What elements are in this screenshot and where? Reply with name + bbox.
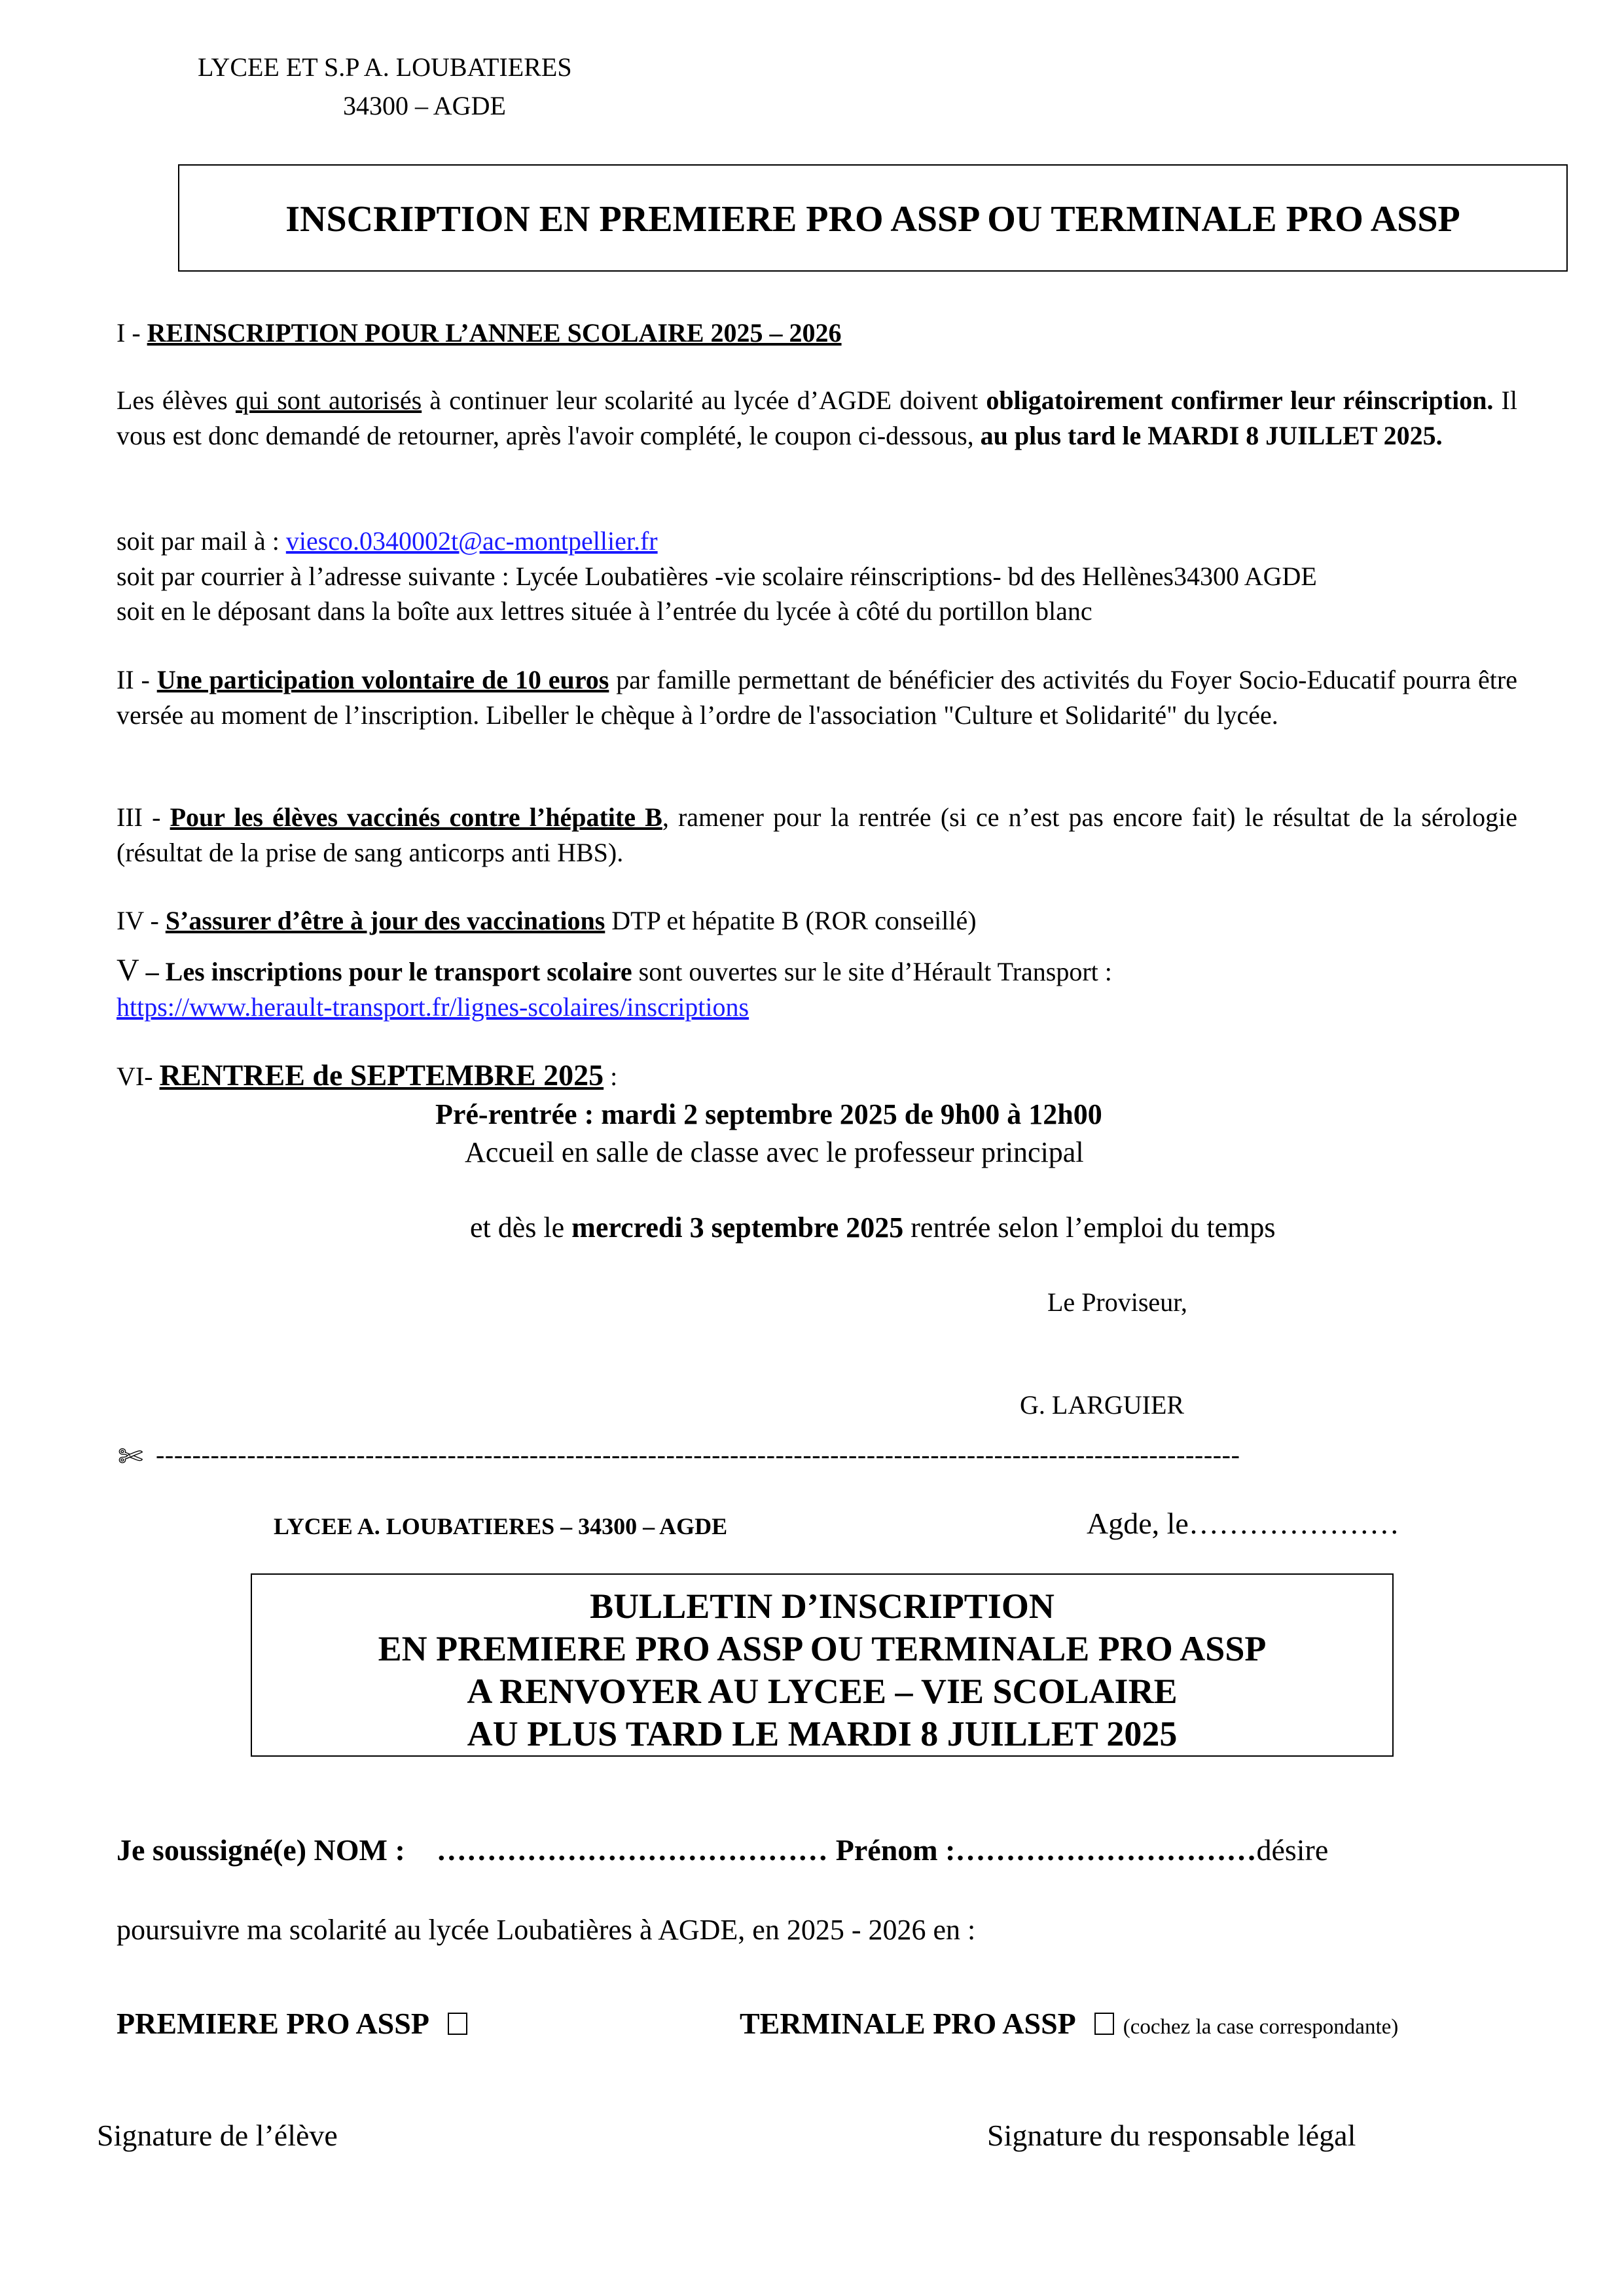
mail-line (117, 524, 658, 559)
courrier-line: soit par courrier à l’adresse suivante : Lycée Loubatières -vie scolaire réinscriptions- bd des Hellènes34300 AGDE (117, 562, 1317, 591)
mail-prefix: soit par mail à : (117, 526, 286, 556)
signature-name: G. LARGUIER (1020, 1390, 1185, 1420)
section-2-text: par famille permettant de bénéficier des activités du Foyer Socio-Educatif pourra être versée au moment de l’inscription. Libeller le chèque à l’ordre de l'association "Culture et Solidarité" du lycée. (117, 665, 1517, 730)
coupon-school: LYCEE A. LOUBATIERES – 34300 – AGDE (274, 1513, 728, 1539)
section-5-dash: – (139, 957, 166, 986)
section-5-number: V (117, 953, 139, 988)
scissors-icon: ✄ (118, 1439, 143, 1474)
section-1-title: REINSCRIPTION POUR L’ANNEE SCOLAIRE 2025 – 2026 (147, 318, 842, 348)
section-3-title: Pour les élèves vaccinés contre l’hépatite B (170, 802, 662, 832)
section-4-line (117, 903, 977, 939)
section-5-title: Les inscriptions pour le transport scolaire (165, 957, 632, 986)
accueil-line: Accueil en salle de classe avec le professeur principal (465, 1136, 1084, 1168)
text-run: rentrée selon l’emploi du temps (903, 1211, 1276, 1244)
section-4-number: IV - (117, 906, 166, 935)
depot-line: soit en le déposant dans la boîte aux lettres située à l’entrée du lycée à côté du portillon blanc (117, 596, 1092, 626)
poursuivre-line: poursuivre ma scolarité au lycée Loubatières à AGDE, en 2025 - 2026 en : (117, 1914, 976, 1946)
rentree-line (470, 1210, 1275, 1246)
terminale-checkbox[interactable] (1094, 2013, 1114, 2035)
section-6-heading (117, 1058, 617, 1094)
text-run: et dès le (470, 1211, 572, 1244)
option-terminale-label: TERMINALE PRO ASSP (740, 2007, 1076, 2040)
text-run: Les élèves (117, 386, 236, 415)
section-4-text: DTP et hépatite B (ROR conseillé) (605, 906, 977, 935)
section-1-number: I - (117, 318, 147, 348)
transport-link-line (117, 990, 749, 1025)
bulletin-box (251, 1573, 1394, 1757)
section-5-line (117, 953, 1112, 990)
bulletin-line-1: BULLETIN D’INSCRIPTION (590, 1587, 1055, 1626)
prenom-field[interactable]: ………………………… (955, 1833, 1257, 1867)
prenom-label: Prénom : (835, 1833, 956, 1867)
text-run-underlined: qui sont autorisés (235, 386, 422, 415)
checkbox-hint: (cochez la case correspondante) (1123, 2015, 1399, 2039)
bulletin-line-2: EN PREMIERE PRO ASSP OU TERMINALE PRO ASSP (378, 1629, 1267, 1668)
section-3-paragraph (117, 800, 1517, 870)
nom-field[interactable]: ………………………………… (436, 1833, 828, 1867)
section-2-paragraph (117, 662, 1517, 733)
bulletin-line-3: A RENVOYER AU LYCEE – VIE SCOLAIRE (467, 1672, 1178, 1711)
signature-eleve: Signature de l’élève (97, 2119, 338, 2152)
premiere-checkbox[interactable] (448, 2013, 467, 2035)
section-2-number: II - (117, 665, 157, 694)
section-6-number: VI- (117, 1062, 160, 1091)
email-link[interactable]: viesco.0340002t@ac-montpellier.fr (285, 526, 658, 556)
name-line (117, 1831, 1328, 1870)
transport-link[interactable]: https://www.herault-transport.fr/lignes-scolaires/inscriptions (117, 992, 749, 1022)
nom-label: Je soussigné(e) NOM : (117, 1833, 405, 1867)
signature-responsable: Signature du responsable légal (987, 2119, 1356, 2152)
section-1-paragraph (117, 383, 1517, 454)
page-title: INSCRIPTION EN PREMIERE PRO ASSP OU TERMINALE PRO ASSP (285, 199, 1460, 240)
section-2-title: Une participation volontaire de 10 euros (156, 665, 609, 694)
section-1-heading (117, 315, 842, 351)
option-terminale (740, 2005, 1398, 2046)
option-premiere (117, 2005, 467, 2043)
bulletin-line-4: AU PLUS TARD LE MARDI 8 JUILLET 2025 (467, 1714, 1178, 1753)
prerentree-line: Pré-rentrée : mardi 2 septembre 2025 de 9h00 à 12h00 (435, 1098, 1102, 1130)
desire-text: désire (1256, 1833, 1329, 1867)
section-4-title: S’assurer d’être à jour des vaccinations (165, 906, 605, 935)
section-6-title: RENTREE de SEPTEMBRE 2025 (159, 1058, 604, 1092)
school-city: 34300 – AGDE (343, 91, 506, 120)
section-6-colon: : (604, 1062, 618, 1091)
signature-role: Le Proviseur, (1047, 1287, 1187, 1317)
text-run: à continuer leur scolarité au lycée d’AGDE doivent (422, 386, 986, 415)
cut-dashes: ----------------------------------------------------------------------------------------------------------------------- (156, 1440, 1240, 1469)
text-run-bold: au plus tard le MARDI 8 JUILLET 2025. (980, 421, 1443, 450)
section-3-number: III - (117, 802, 170, 832)
option-premiere-label: PREMIERE PRO ASSP (117, 2007, 429, 2040)
section-3-text: , ramener pour la rentrée (si ce n’est pas encore fait) le résultat de la sérologie (résultat de la prise de sang anticorps anti HBS). (117, 802, 1518, 867)
text-run: Il vous est donc demandé de retourner, après l'avoir complété, le coupon ci-dessous, (117, 386, 1517, 450)
place-date: Agde, le………………… (1087, 1507, 1399, 1540)
text-run-bold: mercredi 3 septembre 2025 (571, 1211, 904, 1244)
school-name: LYCEE ET S.P A. LOUBATIERES (198, 52, 572, 82)
title-box (178, 164, 1568, 272)
text-run-bold: obligatoirement confirmer leur réinscription. (986, 386, 1494, 415)
section-5-text: sont ouvertes sur le site d’Hérault Transport : (632, 957, 1112, 986)
